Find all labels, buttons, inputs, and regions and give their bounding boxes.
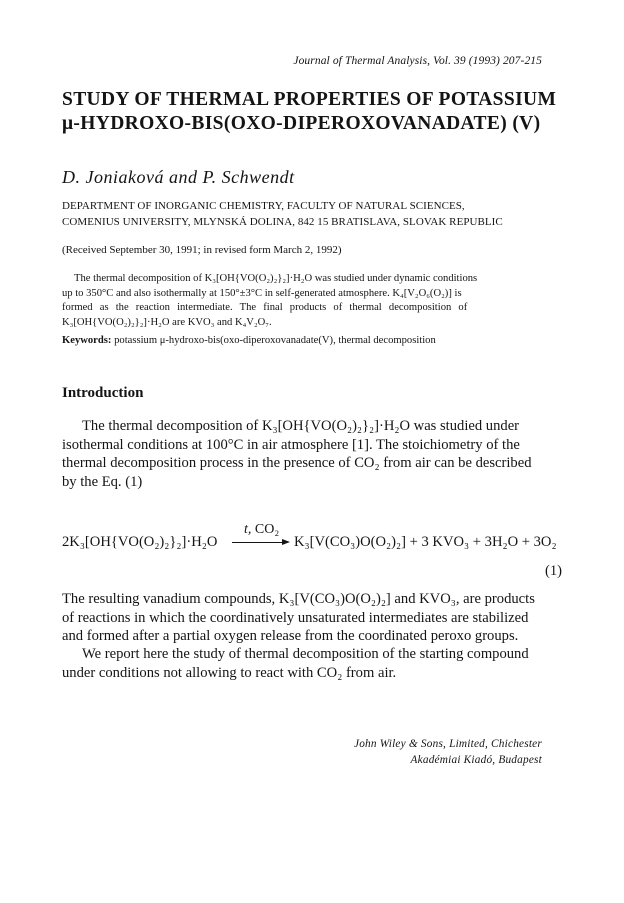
equation-number: (1) [544,563,562,579]
abstract [62,272,562,330]
title-line-1: STUDY OF THERMAL PROPERTIES OF POTASSIUM [62,89,557,110]
intro-paragraph-1 [62,417,562,491]
abstract-line-3: formed as the reaction intermediate. The final products of thermal decomposition of [62,302,468,313]
paper-title [62,88,562,136]
equation-1 [62,522,562,582]
condition-co2: CO₂ [254,522,280,537]
publisher-line-1: John Wiley & Sons, Limited, Chichester [353,738,542,750]
intro-paragraph-3 [62,645,562,682]
title-line-2: μ-HYDROXO-BIS(OXO-DIPEROXOVANADATE) (V) [62,113,541,134]
affiliation [62,198,562,230]
intro-p3-line-1: We report here the study of thermal decomposition of the starting compound [82,646,529,662]
keywords [62,335,436,346]
intro-p3-line-2: under conditions not allowing to react with CO₂ from air. [62,664,397,681]
publisher-footer [354,736,542,768]
abstract-line-2: up to 350°C and also isothermally at 150°±3°C in self-generated atmosphere. K₄[V₂O₆(O₂)] is [62,287,462,299]
intro-p1-line-4: by the Eq. (1) [62,473,143,490]
received-date: (Received September 30, 1991; in revised form March 2, 1992) [62,244,342,256]
arrow-shaft [232,542,284,543]
reaction-arrow [232,522,290,552]
intro-p2-line-2: of reactions in which the coordinatively unsaturated intermediates are stabilized [62,609,529,626]
keywords-text: potassium μ-hydroxo-bis(oxo-diperoxovanadate(V), thermal decomposition [114,335,436,346]
condition-t: t, [244,522,252,537]
intro-p1-line-1: The thermal decomposition of K₃[OH{VO(O₂)₂}₂]·H₂O was studied under [82,418,520,434]
intro-paragraph-2 [62,590,562,646]
abstract-line-1: The thermal decomposition of K₃[OH{VO(O₂)₂}₂]·H₂O was studied under dynamic conditions [74,273,478,284]
publisher-line-2: Akadémiai Kiadó, Budapest [410,754,542,766]
abstract-line-4: K₃[OH{VO(O₂)₂}₂]·H₂O are KVO₃ and K₄V₂O₇. [62,316,272,328]
intro-p1-line-2: isothermal conditions at 100°C in air atmosphere [1]. The stoichiometry of the [62,436,520,453]
affiliation-line-2: COMENIUS UNIVERSITY, MLYNSKÁ DOLINA, 842 15 BRATISLAVA, SLOVAK REPUBLIC [62,216,503,228]
keywords-label: Keywords: [62,335,112,346]
equation-right-side: K₃[V(CO₃)O(O₂)₂] + 3 KVO₃ + 3H₂O + 3O₂ [294,534,557,550]
equation-left-side: 2K₃[OH{VO(O₂)₂}₂]·H₂O [62,534,218,550]
affiliation-line-1: DEPARTMENT OF INORGANIC CHEMISTRY, FACULTY OF NATURAL SCIENCES, [62,200,465,212]
intro-p1-line-3: thermal decomposition process in the presence of CO₂ from air can be described [62,455,532,471]
reaction-condition [244,522,279,538]
section-heading-introduction: Introduction [62,385,144,401]
intro-p2-line-1: The resulting vanadium compounds, K₃[V(CO₃)O(O₂)₂] and KVO₃, are products [62,591,535,607]
authors: D. Joniaková and P. Schwendt [62,167,295,187]
arrow-head-icon [282,539,290,545]
intro-p2-line-3: and formed after a partial oxygen release from the coordinated peroxo groups. [62,628,519,644]
journal-header: Journal of Thermal Analysis, Vol. 39 (1993) 207-215 [293,55,542,67]
